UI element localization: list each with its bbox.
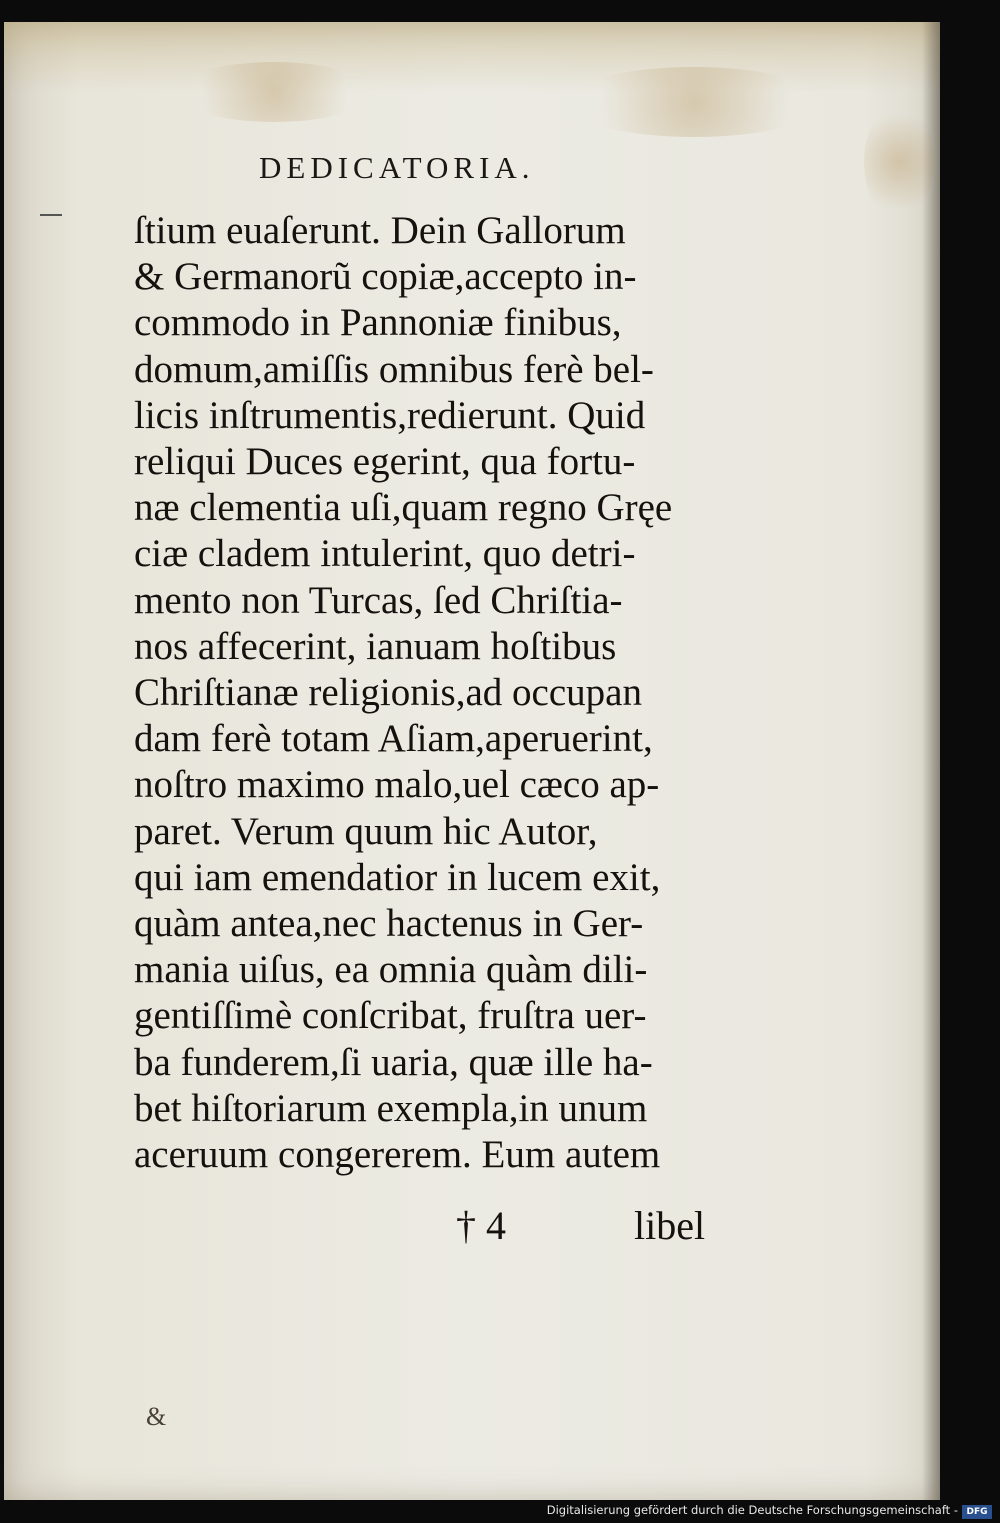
text-line: mento non Turcas, ſed Chriſtia- [134, 578, 623, 622]
text-line: ſtium euaſerunt. Dein Gallorum [134, 209, 626, 252]
text-line: Chriſtianæ religionis,ad occupan [134, 671, 642, 715]
paper-stain [174, 62, 374, 122]
text-line: commodo in Pannoniæ finibus, [134, 301, 622, 345]
paper-stain [864, 102, 934, 222]
text-line: reliqui Duces egerint, qua fortu- [134, 440, 636, 484]
text-line: gentiſſimè conſcribat, fruſtra uer- [134, 994, 647, 1038]
text-line: domum,amiſſis omnibus ferè bel- [134, 347, 654, 391]
paper-stain [564, 67, 824, 137]
margin-mark [40, 214, 62, 216]
text-line: bet hiſtoriarum exempla,in unum [134, 1086, 648, 1130]
dfg-logo: DFG [962, 1505, 992, 1519]
text-line: ciæ cladem intulerint, quo detri- [134, 532, 636, 576]
text-line: quàm antea,nec hactenus in Ger- [134, 902, 644, 946]
text-line: næ clementia uſi,quam regno Gręe [134, 486, 673, 530]
page-edge-shadow [922, 22, 940, 1500]
text-line: paret. Verum quum hic Autor, [134, 809, 598, 853]
text-line: nos affecerint, ianuam hoſtibus [134, 624, 617, 668]
text-line: aceruum congererem. Eum autem [134, 1133, 661, 1177]
text-line: mania uiſus, ea omnia quàm dili- [134, 948, 648, 992]
body-text [134, 208, 734, 1178]
catchword: libel [634, 1203, 706, 1248]
margin-note: & [146, 1402, 167, 1431]
text-line: & Germanorũ copiæ,accepto in- [134, 255, 637, 299]
text-line: ba funderem,ſi uaria, quæ ille ha- [134, 1040, 653, 1084]
text-line: qui iam emendatior in lucem exit, [134, 855, 661, 899]
text-line: dam ferè totam Aſiam,aperuerint, [134, 717, 653, 761]
digitization-credit: Digitalisierung gefördert durch die Deutsche Forschungsgemeinschaft - [546, 1503, 958, 1517]
signature-mark: † 4 [456, 1203, 506, 1248]
book-page [4, 22, 940, 1500]
text-line: licis inſtrumentis,redierunt. Quid [134, 393, 646, 437]
text-line: noſtro maximo malo,uel cæco ap- [134, 763, 660, 807]
running-header: DEDICATORIA. [259, 150, 535, 185]
